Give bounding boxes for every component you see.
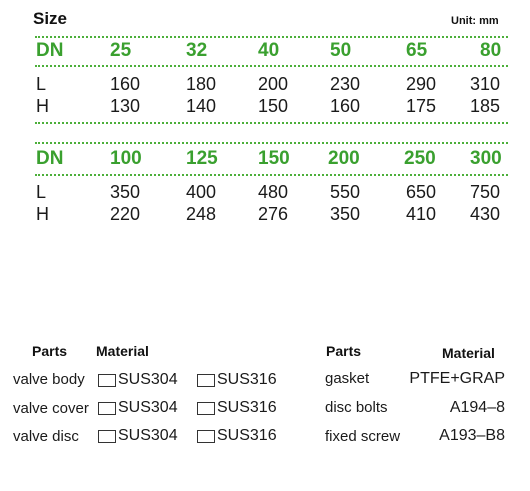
table1-dn-cell: 25 [110,40,132,61]
table2-cell: 220 [110,204,141,224]
part-name: valve disc [13,428,79,445]
table1-cell: 140 [186,96,217,116]
table1-dn-label: DN [36,40,64,61]
table1-cell: 175 [406,96,437,116]
table2-cell: 430 [470,204,501,224]
material-checkbox[interactable] [197,402,215,415]
table2-dn-cell: 200 [328,148,360,169]
material-option-label: SUS316 [217,399,277,416]
table2-dn-cell: 300 [470,148,502,169]
part-name: disc bolts [325,399,388,416]
material-option [98,427,178,445]
size-title: Size [33,9,68,28]
material-checkbox[interactable] [98,402,116,415]
table2-cell: 400 [186,182,217,202]
part-name: fixed screw [325,428,401,445]
table2-row-label: H [36,204,49,224]
material-option [98,371,178,389]
table1-dn-cell: 32 [186,40,208,61]
material-option-label: SUS316 [217,427,277,444]
table1-cell: 160 [110,74,141,94]
material-header-right: Material [442,345,495,361]
table2-cell: 276 [258,204,289,224]
material-option-label: SUS316 [217,371,277,388]
table2-mid-rule [35,174,508,176]
table2-dn-row [36,148,506,172]
part-material: PTFE+GRAP [409,370,505,387]
part-material: A194–8 [449,399,505,416]
part-name: gasket [325,370,370,387]
table1-cell: 230 [330,74,361,94]
parts-header-left: Parts [32,343,68,359]
table2-top-rule [35,142,508,144]
table1-cell: 290 [406,74,437,94]
table1-dn-cell: 50 [330,40,352,61]
table1-cell: 185 [470,96,501,116]
material-checkbox[interactable] [197,374,215,387]
table1-row-label: L [36,74,47,94]
table1-dn-cell: 65 [406,40,428,61]
table1-dn-row [36,40,506,64]
material-option [197,371,277,389]
unit-label: Unit: mm [451,15,499,27]
table2-dn-cell: 125 [186,148,218,169]
material-option [197,427,277,445]
part-material: A193–B8 [439,427,505,444]
material-header-left: Material [96,343,149,359]
table2-row-h [36,204,506,226]
table1-cell: 180 [186,74,217,94]
table1-row-label: H [36,96,49,116]
part-name: valve cover [13,400,89,417]
table1-cell: 150 [258,96,289,116]
dimension-table-1-values [36,74,506,118]
table2-dn-cell: 150 [258,148,290,169]
part-name: valve body [13,371,85,388]
table2-row-label: L [36,182,47,202]
material-checkbox[interactable] [98,430,116,443]
parts-header-right: Parts [326,343,362,359]
table2-cell: 410 [406,204,437,224]
material-option [98,399,178,417]
table1-mid-rule [35,65,508,67]
table2-cell: 750 [470,182,501,202]
dimension-table-2 [36,148,506,172]
table2-cell: 248 [186,204,217,224]
table1-row-h [36,96,506,118]
material-option-label: SUS304 [118,427,178,444]
dimension-table-1 [36,40,506,64]
table1-top-rule [35,36,508,38]
material-checkbox[interactable] [98,374,116,387]
material-option-label: SUS304 [118,371,178,388]
material-option [197,399,277,417]
material-option-label: SUS304 [118,399,178,416]
table2-cell: 550 [330,182,361,202]
table2-cell: 350 [330,204,361,224]
table1-bottom-rule [35,122,508,124]
table2-dn-cell: 100 [110,148,142,169]
table2-dn-label: DN [36,148,64,169]
table1-cell: 200 [258,74,289,94]
table1-cell: 310 [470,74,501,94]
table2-cell: 480 [258,182,289,202]
table1-dn-cell: 40 [258,40,280,61]
material-checkbox[interactable] [197,430,215,443]
table1-dn-cell: 80 [480,40,502,61]
table2-cell: 650 [406,182,437,202]
table2-cell: 350 [110,182,141,202]
dimension-table-2-values [36,182,506,226]
table1-cell: 130 [110,96,141,116]
table1-cell: 160 [330,96,361,116]
table1-row-l [36,74,506,96]
table2-row-l [36,182,506,204]
table2-dn-cell: 250 [404,148,436,169]
